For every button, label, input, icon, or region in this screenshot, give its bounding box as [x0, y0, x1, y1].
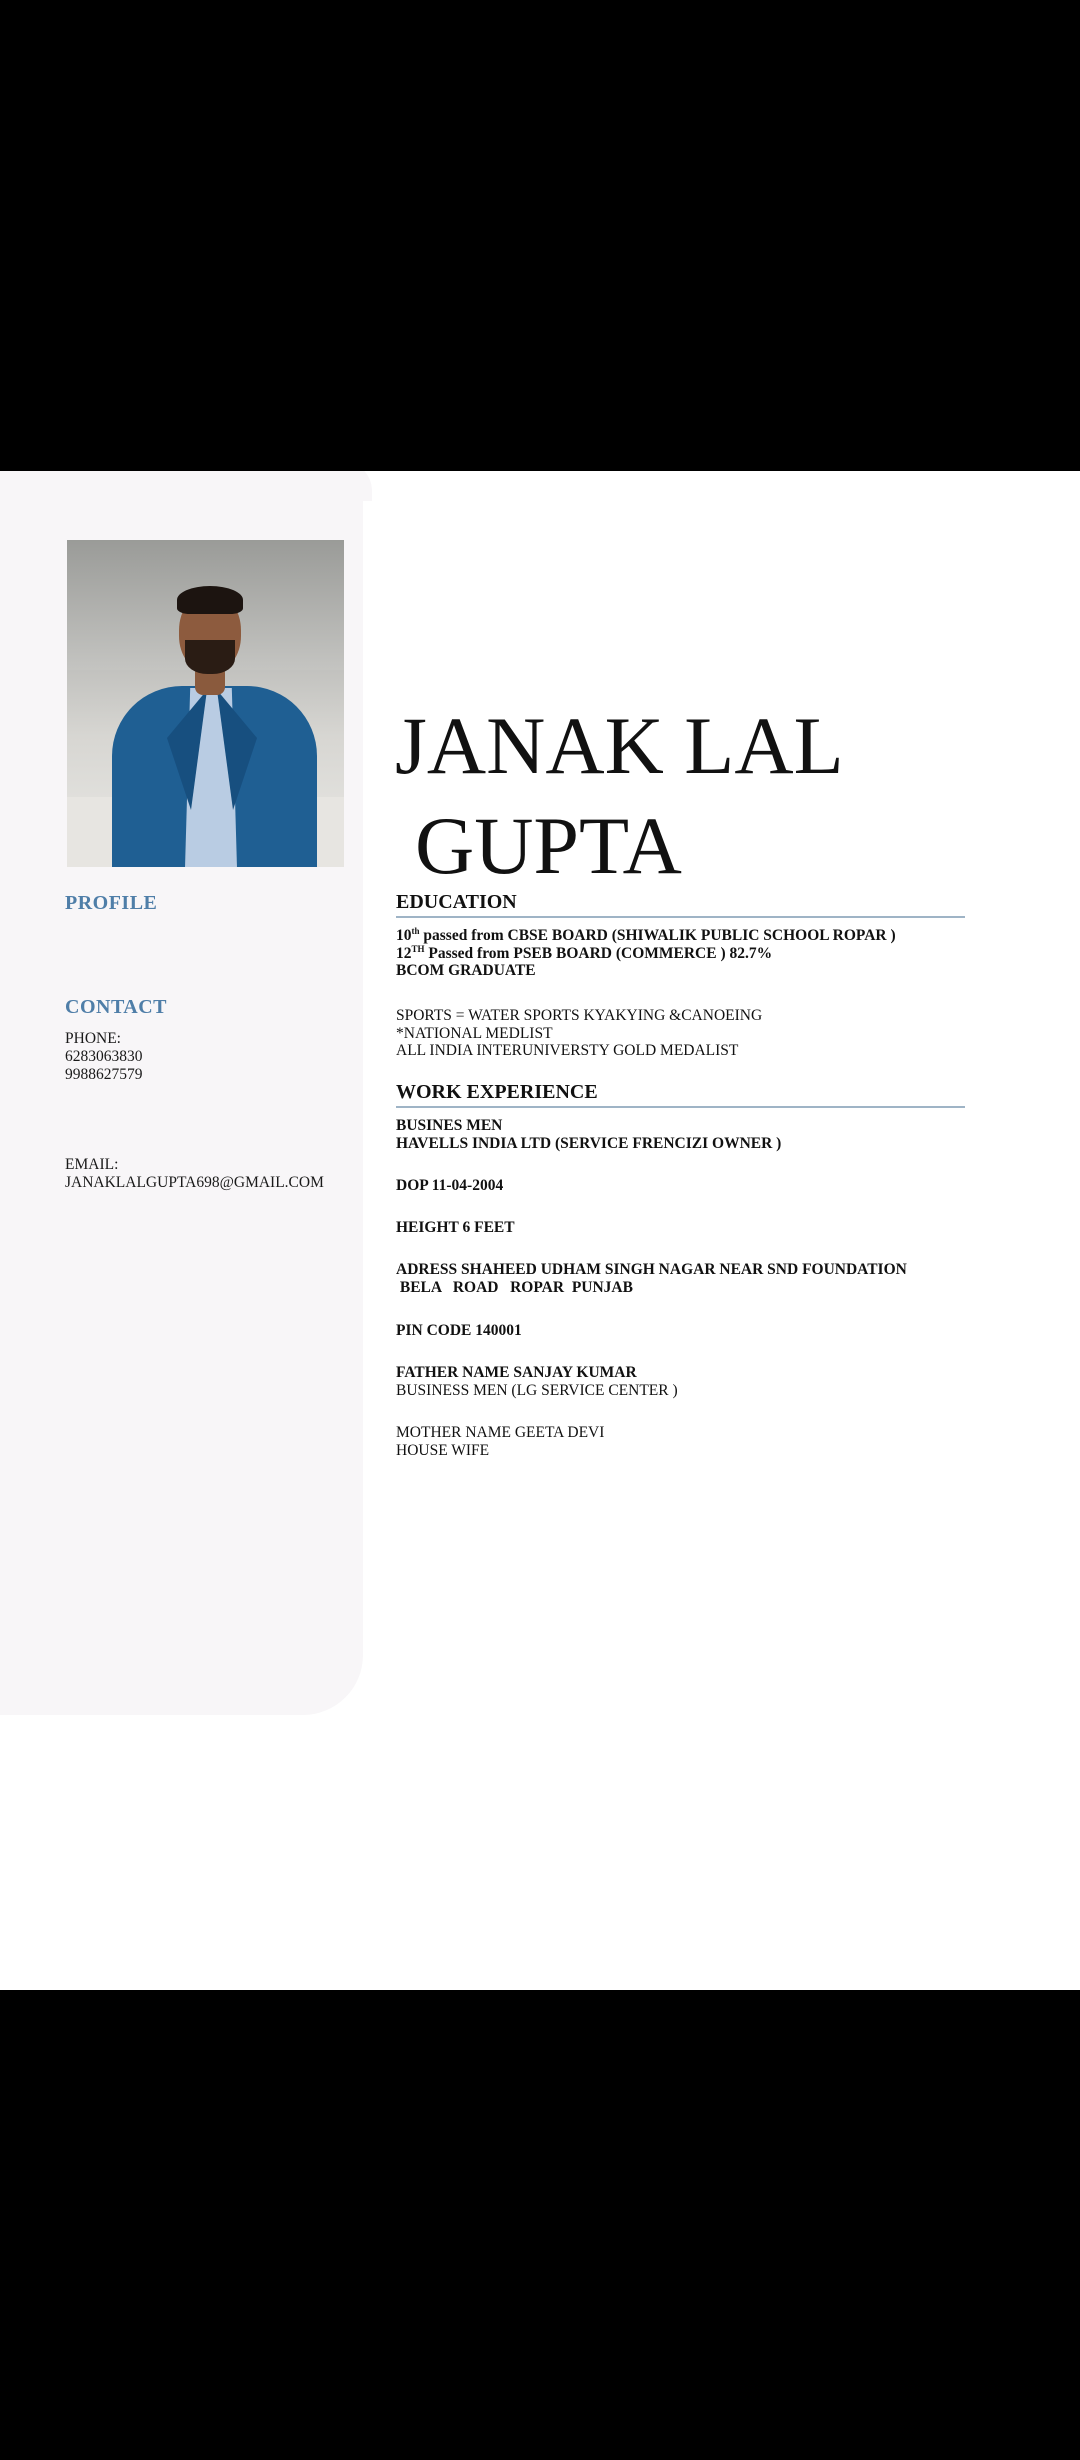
grade-10-text: passed from CBSE BOARD (SHIWALIK PUBLIC SCHOOL ROPAR )	[419, 927, 896, 944]
grade-12-suffix: TH	[411, 943, 425, 954]
grade-12-number: 12	[396, 944, 412, 962]
work-experience-heading: WORK EXPERIENCE	[396, 1081, 965, 1108]
resume-page	[0, 471, 1080, 1990]
phone-block	[65, 1030, 143, 1084]
address-line-2: BELA ROAD ROPAR PUNJAB	[396, 1278, 633, 1296]
mother-block	[396, 1424, 996, 1459]
photo-hair	[177, 586, 243, 614]
work-line-2: HAVELLS INDIA LTD (SERVICE FRENCIZI OWNER )	[396, 1134, 782, 1152]
education-heading: EDUCATION	[396, 891, 965, 918]
father-block	[396, 1364, 996, 1399]
name-line-2: GUPTA	[415, 799, 682, 891]
education-details	[396, 927, 996, 980]
sports-details	[396, 1007, 996, 1060]
education-line-12th	[396, 945, 996, 963]
education-line-degree: BCOM GRADUATE	[396, 962, 536, 979]
sports-line-3: ALL INDIA INTERUNIVERSTY GOLD MEDALIST	[396, 1042, 739, 1059]
phone-number-1: 6283063830	[65, 1048, 143, 1065]
work-line-1: BUSINES MEN	[396, 1117, 503, 1134]
address-block	[396, 1261, 996, 1296]
name-line-1: JANAK LAL	[395, 699, 844, 791]
grade-10-suffix: th	[411, 925, 420, 936]
father-occupation-line: BUSINESS MEN (LG SERVICE CENTER )	[396, 1381, 678, 1399]
email-address: JANAKLALGUPTA698@GMAIL.COM	[65, 1174, 324, 1191]
dob-line: DOP 11-04-2004	[396, 1177, 504, 1194]
height-line: HEIGHT 6 FEET	[396, 1219, 515, 1236]
education-line-10th	[396, 927, 996, 945]
phone-number-2: 9988627579	[65, 1066, 143, 1083]
pin-code-line: PIN CODE 140001	[396, 1322, 522, 1339]
address-line-1: ADRESS SHAHEED UDHAM SINGH NAGAR NEAR SND FOUNDATION	[396, 1261, 907, 1278]
profile-heading: PROFILE	[65, 892, 158, 914]
grade-10-number: 10	[396, 927, 412, 944]
mother-name-line: MOTHER NAME GEETA DEVI	[396, 1424, 605, 1441]
grade-12-text: Passed from PSEB BOARD (COMMERCE ) 82.7%	[424, 944, 773, 962]
email-label: EMAIL:	[65, 1156, 119, 1173]
contact-heading: CONTACT	[65, 996, 168, 1018]
sports-line-1: SPORTS = WATER SPORTS KYAKYING &CANOEING	[396, 1007, 763, 1024]
sports-line-2: *NATIONAL MEDLIST	[396, 1024, 553, 1042]
mother-occupation-line: HOUSE WIFE	[396, 1441, 490, 1459]
profile-photo	[67, 540, 344, 867]
photo-beard	[185, 640, 235, 674]
phone-label: PHONE:	[65, 1030, 121, 1047]
father-name-line: FATHER NAME SANJAY KUMAR	[396, 1364, 637, 1381]
work-details	[396, 1117, 996, 1152]
candidate-name	[395, 696, 844, 896]
email-block	[65, 1156, 324, 1192]
